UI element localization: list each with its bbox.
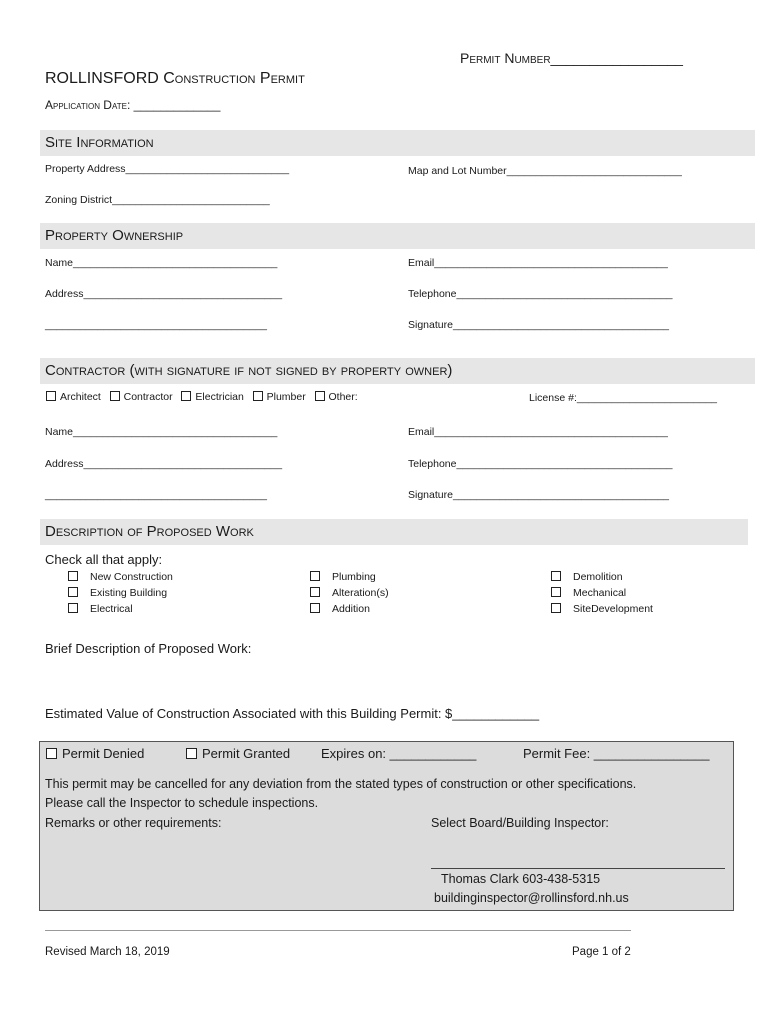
inspection-notice: Please call the Inspector to schedule inspections. [45, 796, 319, 810]
property-address-field[interactable]: Property Address____________________________ [45, 163, 290, 175]
application-date-field[interactable]: Application Date: _____________ [45, 98, 221, 112]
owner-name-field[interactable]: Name___________________________________ [45, 257, 278, 269]
select-board-label: Select Board/Building Inspector: [431, 816, 609, 830]
checkbox-other[interactable]: Other: [315, 391, 358, 403]
contractor-name-field[interactable]: Name___________________________________ [45, 426, 278, 438]
checkbox-addition[interactable]: Addition [310, 601, 389, 617]
checkbox-mechanical[interactable]: Mechanical [551, 585, 653, 601]
license-field[interactable]: License #:________________________ [529, 392, 718, 404]
zoning-district-field[interactable]: Zoning District___________________________ [45, 194, 270, 206]
inspector-email[interactable]: buildinginspector@rollinsford.nh.us [434, 891, 629, 905]
checkbox-permit-denied[interactable]: Permit Denied [46, 746, 144, 761]
contractor-heading: Contractor (with signature if not signed by property owner) [45, 362, 453, 379]
checkbox-electrical[interactable]: Electrical [68, 601, 173, 617]
inspector-signature-line[interactable] [431, 868, 725, 869]
contractor-band [40, 358, 755, 384]
proposed-work-band [40, 519, 748, 545]
inspector-contact: Thomas Clark 603-438-5315 [441, 872, 601, 886]
check-all-label: Check all that apply: [45, 552, 163, 567]
revised-date: Revised March 18, 2019 [45, 946, 170, 958]
owner-email-field[interactable]: Email________________________________________ [408, 257, 668, 269]
contractor-email-field[interactable]: Email________________________________________ [408, 426, 668, 438]
contractor-address-field[interactable]: Address__________________________________ [45, 458, 283, 470]
checkbox-plumbing[interactable]: Plumbing [310, 569, 389, 585]
checkbox-alterations[interactable]: Alteration(s) [310, 585, 389, 601]
work-column-1 [68, 569, 173, 617]
checkbox-electrician[interactable]: Electrician [181, 391, 243, 403]
proposed-work-heading: Description of Proposed Work [45, 523, 254, 540]
site-information-band [40, 130, 755, 156]
checkbox-site-development[interactable]: SiteDevelopment [551, 601, 653, 617]
contractor-signature-field[interactable]: Signature_____________________________________ [408, 489, 670, 501]
owner-address-line2[interactable]: ______________________________________ [45, 319, 267, 331]
map-lot-field[interactable]: Map and Lot Number______________________________ [408, 165, 682, 177]
permit-fee-field[interactable]: Permit Fee: ________________ [523, 746, 710, 761]
contractor-type-row [46, 391, 358, 403]
checkbox-new-construction[interactable]: New Construction [68, 569, 173, 585]
work-column-3 [551, 569, 653, 617]
estimated-value-field[interactable]: Estimated Value of Construction Associated with this Building Permit: $____________ [45, 706, 540, 721]
property-ownership-band [40, 223, 755, 249]
cancellation-notice: This permit may be cancelled for any deviation from the stated types of construction or other specifications. [45, 777, 637, 791]
site-information-heading: Site Information [45, 134, 154, 151]
permit-number-field[interactable]: Permit Number_________________ [460, 50, 683, 66]
work-column-2 [310, 569, 389, 617]
page-title: ROLLINSFORD Construction Permit [45, 70, 305, 87]
contractor-address-line2[interactable]: ______________________________________ [45, 489, 267, 501]
checkbox-contractor[interactable]: Contractor [110, 391, 173, 403]
checkbox-demolition[interactable]: Demolition [551, 569, 653, 585]
footer-divider [45, 930, 631, 931]
checkbox-permit-granted[interactable]: Permit Granted [186, 746, 290, 761]
checkbox-plumber[interactable]: Plumber [253, 391, 306, 403]
checkbox-architect[interactable]: Architect [46, 391, 101, 403]
owner-address-field[interactable]: Address__________________________________ [45, 288, 283, 300]
page-number: Page 1 of 2 [572, 946, 631, 958]
checkbox-existing-building[interactable]: Existing Building [68, 585, 173, 601]
remarks-label: Remarks or other requirements: [45, 816, 222, 830]
expires-on-field[interactable]: Expires on: ____________ [321, 746, 477, 761]
contractor-telephone-field[interactable]: Telephone_____________________________________ [408, 458, 673, 470]
property-ownership-heading: Property Ownership [45, 227, 184, 244]
brief-description-label: Brief Description of Proposed Work: [45, 641, 252, 656]
owner-telephone-field[interactable]: Telephone_____________________________________ [408, 288, 673, 300]
owner-signature-field[interactable]: Signature_____________________________________ [408, 319, 670, 331]
